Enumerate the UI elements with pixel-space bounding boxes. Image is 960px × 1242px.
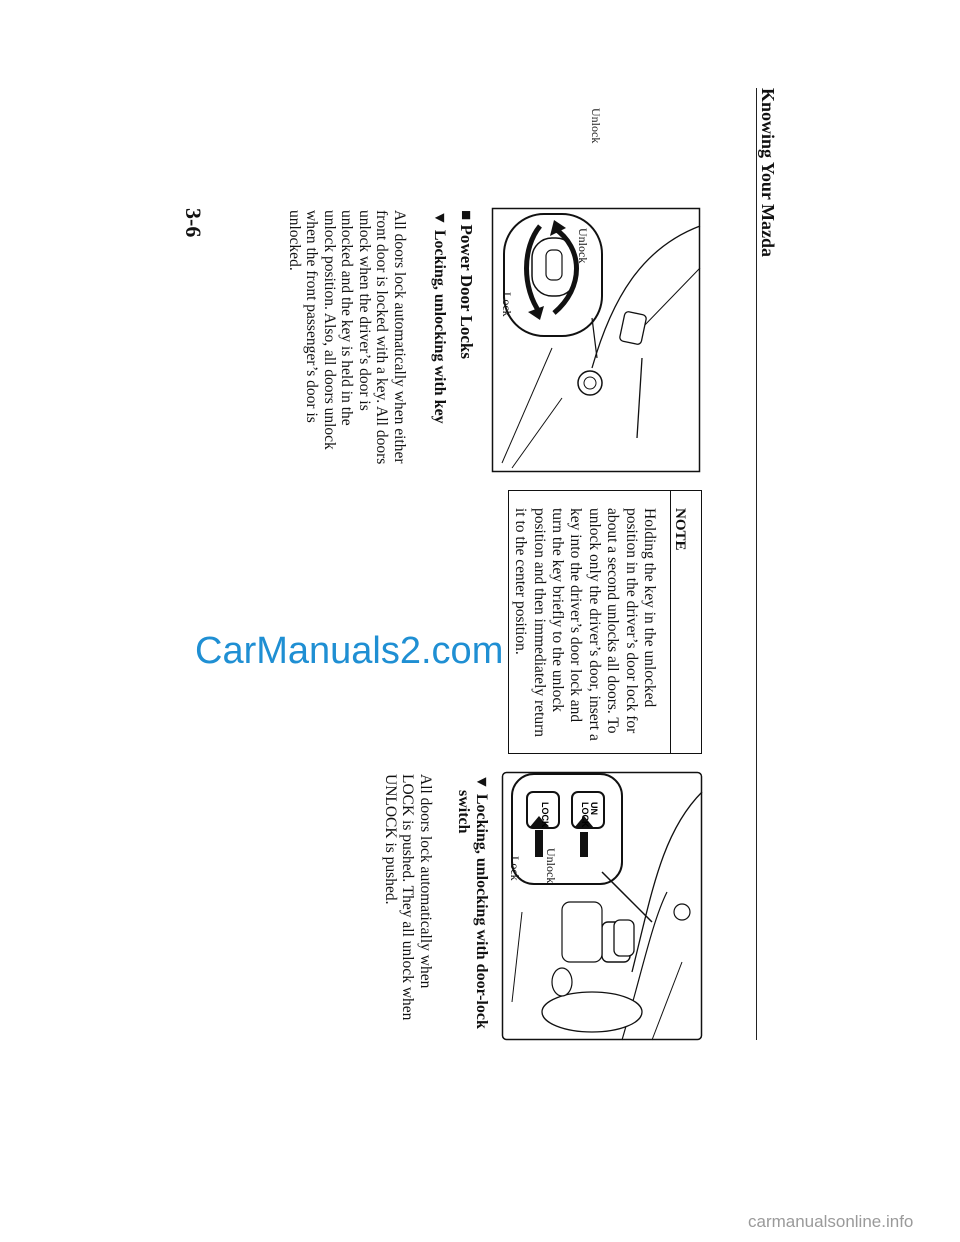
switch-unlock-text-2: LOCK xyxy=(580,802,590,828)
watermark: CarManuals2.com xyxy=(195,630,504,672)
section-heading-text: Power Door Locks xyxy=(457,224,476,359)
note-line: Holding the key in the unlocked xyxy=(641,508,658,708)
key-paragraph xyxy=(286,210,409,464)
key-paragraph-line: unlock when the driver’s door is xyxy=(356,210,373,411)
note-line: about a second unlocks all doors. To xyxy=(604,508,622,734)
key-lock-drawing xyxy=(492,108,700,472)
switch-paragraph-line: UNLOCK is pushed. xyxy=(382,774,399,905)
key-paragraph-line: front door is locked with a key. All doors xyxy=(373,210,391,465)
note-line: position in the driver’s door lock for xyxy=(622,508,640,734)
key-paragraph-line: when the front passenger’s door is xyxy=(303,210,321,423)
key-label-unlock: Unlock xyxy=(589,108,603,144)
switch-subheading-line2: switch xyxy=(455,790,472,834)
section-heading xyxy=(456,210,476,359)
switch-paragraph xyxy=(382,774,435,1020)
switch-lock-label: Lock xyxy=(508,856,522,881)
switch-paragraph-line: All doors lock automatically when xyxy=(417,774,434,989)
switch-unlock-text-1: UN xyxy=(589,802,599,815)
switch-lock-button-text: LOCK xyxy=(540,802,550,828)
page-header-title: Knowing Your Mazda xyxy=(758,88,778,258)
note-body xyxy=(511,508,658,741)
switch-paragraph-line: LOCK is pushed. They all unlock when xyxy=(399,774,417,1021)
note-title: NOTE xyxy=(672,508,688,551)
switch-subheading xyxy=(454,774,490,1029)
key-paragraph-line: All doors lock automatically when either xyxy=(391,210,408,464)
note-line: key into the driver’s door lock and xyxy=(567,508,585,723)
note-line: it to the center position. xyxy=(512,508,530,655)
key-paragraph-line: unlock position. Also, all doors unlock xyxy=(321,210,338,450)
note-line: position and then immediately return xyxy=(530,508,548,738)
key-lock-illustration xyxy=(492,108,700,472)
key-paragraph-line: unlocked and the key is held in the xyxy=(338,210,356,426)
page-number: 3-6 xyxy=(181,208,206,238)
door-lock-switch-drawing xyxy=(502,772,702,1040)
header-rule xyxy=(756,88,757,1040)
key-subheading-text: Locking, unlocking with key xyxy=(431,229,448,424)
note-line: turn the key briefly to the unlock xyxy=(548,508,566,713)
key-unlock-label: Unlock xyxy=(576,228,590,264)
key-subheading xyxy=(430,210,448,424)
switch-subheading-line1: Locking, unlocking with door-lock xyxy=(473,793,490,1029)
switch-unlock-button xyxy=(580,802,598,828)
door-lock-switch-illustration xyxy=(502,772,702,1040)
switch-unlock-label: Unlock xyxy=(544,848,558,884)
footer-credit: carmanualsonline.info xyxy=(748,1212,914,1231)
section-bullet: ■ xyxy=(457,210,476,221)
key-lock-label: Lock xyxy=(500,292,514,317)
key-paragraph-line: unlocked. xyxy=(286,210,303,271)
note-line: unlock only the driver’s door, insert a xyxy=(585,508,603,741)
switch-subheading-marker: ▼ xyxy=(473,774,490,790)
key-subheading-marker: ▼ xyxy=(431,210,448,226)
